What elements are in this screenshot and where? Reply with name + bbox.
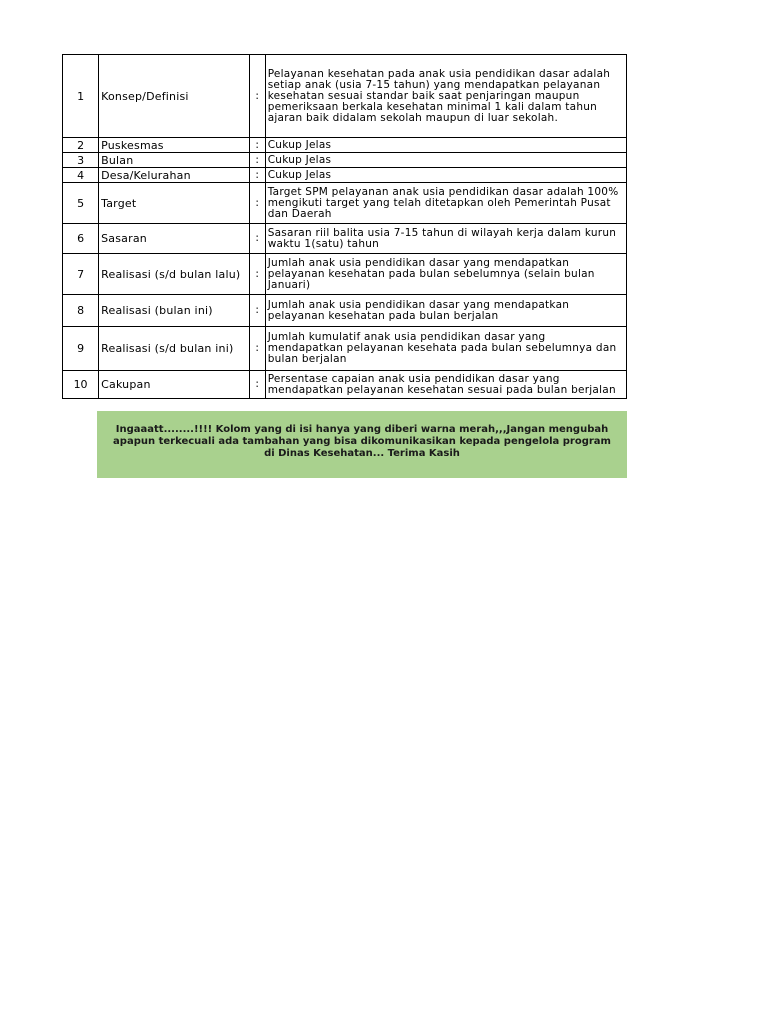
row-label: Realisasi (s/d bulan lalu) [99, 254, 250, 295]
row-number: 5 [63, 183, 99, 224]
row-description: Jumlah anak usia pendidikan dasar yang mendapatkan pelayanan kesehatan pada bulan berjalan [265, 295, 626, 327]
row-separator: : [249, 138, 265, 153]
row-label: Realisasi (s/d bulan ini) [99, 327, 250, 371]
row-label: Konsep/Definisi [99, 55, 250, 138]
row-separator: : [249, 327, 265, 371]
row-number: 3 [63, 153, 99, 168]
table-row [63, 55, 627, 138]
table-row [63, 153, 627, 168]
row-description: Target SPM pelayanan anak usia pendidikan dasar adalah 100% mengikuti target yang telah ditetapkan oleh Pemerintah Pusat dan Daerah [265, 183, 626, 224]
row-number: 8 [63, 295, 99, 327]
row-label: Realisasi (bulan ini) [99, 295, 250, 327]
row-label: Sasaran [99, 224, 250, 254]
row-separator: : [249, 183, 265, 224]
row-label: Desa/Kelurahan [99, 168, 250, 183]
row-number: 4 [63, 168, 99, 183]
table-row [63, 295, 627, 327]
reminder-note-text: Ingaaatt........!!!! Kolom yang di isi hanya yang diberi warna merah,,,Jangan mengubah apapun terkecuali ada tambahan yang bisa dikomunikasikan kepada pengelola program di Dinas Kesehatan... Terima Kasih [113, 424, 611, 459]
table-row [63, 224, 627, 254]
row-label: Puskesmas [99, 138, 250, 153]
row-number: 10 [63, 371, 99, 399]
row-description: Cukup Jelas [265, 153, 626, 168]
table-row [63, 371, 627, 399]
row-separator: : [249, 224, 265, 254]
row-number: 2 [63, 138, 99, 153]
row-label: Target [99, 183, 250, 224]
row-separator: : [249, 254, 265, 295]
row-description: Pelayanan kesehatan pada anak usia pendidikan dasar adalah setiap anak (usia 7-15 tahun) yang mendapatkan pelayanan kesehatan sesuai standar baik saat penjaringan maupun pemeriksaan berkala kesehatan minimal 1 kali dalam tahun ajaran baik didalam sekolah maupun di luar sekolah. [265, 55, 626, 138]
row-description: Jumlah kumulatif anak usia pendidikan dasar yang mendapatkan pelayanan kesehata pada bulan sebelumnya dan bulan berjalan [265, 327, 626, 371]
row-label: Cakupan [99, 371, 250, 399]
row-description: Sasaran riil balita usia 7-15 tahun di wilayah kerja dalam kurun waktu 1(satu) tahun [265, 224, 626, 254]
definition-table [62, 54, 627, 399]
row-number: 9 [63, 327, 99, 371]
row-number: 1 [63, 55, 99, 138]
row-description: Cukup Jelas [265, 168, 626, 183]
table-row [63, 168, 627, 183]
row-separator: : [249, 371, 265, 399]
row-description: Jumlah anak usia pendidikan dasar yang mendapatkan pelayanan kesehatan pada bulan sebelumnya (selain bulan Januari) [265, 254, 626, 295]
row-number: 7 [63, 254, 99, 295]
row-label: Bulan [99, 153, 250, 168]
row-separator: : [249, 168, 265, 183]
row-separator: : [249, 295, 265, 327]
row-separator: : [249, 55, 265, 138]
row-number: 6 [63, 224, 99, 254]
row-description: Persentase capaian anak usia pendidikan dasar yang mendapatkan pelayanan kesehatan sesuai pada bulan berjalan [265, 371, 626, 399]
reminder-note [97, 411, 627, 478]
table-row [63, 183, 627, 224]
row-description: Cukup Jelas [265, 138, 626, 153]
row-separator: : [249, 153, 265, 168]
table-row [63, 254, 627, 295]
table-row [63, 327, 627, 371]
table-row [63, 138, 627, 153]
